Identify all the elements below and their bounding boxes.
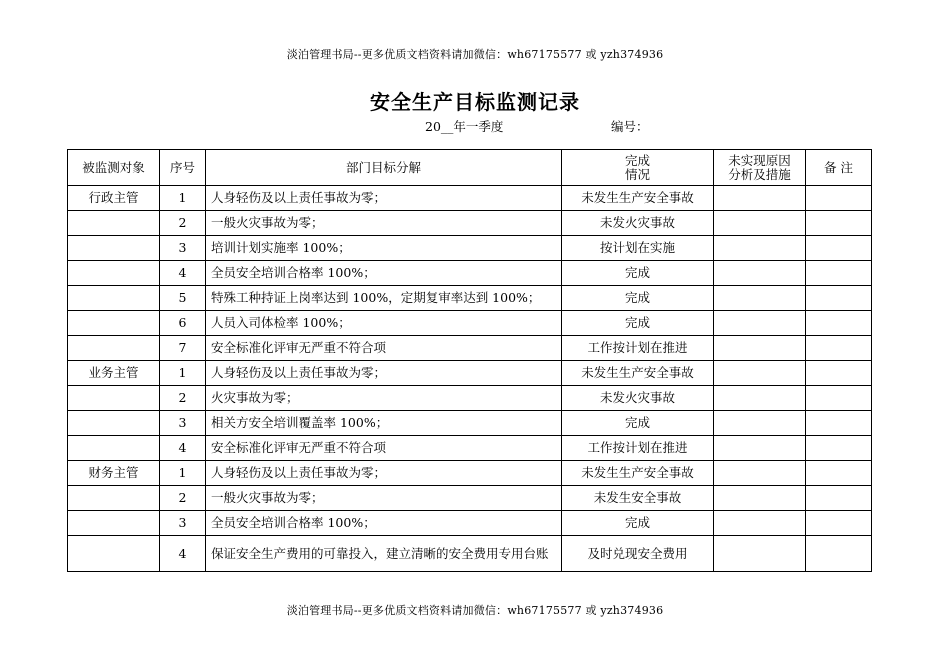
cell-status: 未发火灾事故 <box>562 211 714 236</box>
cell-target <box>68 286 160 311</box>
cell-target <box>68 511 160 536</box>
cell-status: 完成 <box>562 511 714 536</box>
col-header-status-line2: 情况 <box>624 166 650 182</box>
cell-seq: 1 <box>160 361 206 386</box>
cell-goal: 保证安全生产费用的可靠投入，建立清晰的安全费用专用台账 <box>206 536 562 572</box>
cell-goal: 人员入司体检率 100%； <box>206 311 562 336</box>
table-row <box>68 236 872 261</box>
cell-remark <box>806 511 872 536</box>
cell-remark <box>806 436 872 461</box>
cell-status: 未发生生产安全事故 <box>562 186 714 211</box>
cell-reason <box>714 336 806 361</box>
cell-status: 未发生生产安全事故 <box>562 361 714 386</box>
cell-goal: 人身轻伤及以上责任事故为零； <box>206 461 562 486</box>
cell-remark <box>806 261 872 286</box>
table-row <box>68 211 872 236</box>
col-header-remark: 备 注 <box>806 150 872 186</box>
col-header-seq: 序号 <box>160 150 206 186</box>
cell-status: 工作按计划在推进 <box>562 436 714 461</box>
cell-status: 按计划在实施 <box>562 236 714 261</box>
table-row <box>68 411 872 436</box>
cell-reason <box>714 436 806 461</box>
cell-target <box>68 536 160 572</box>
period-label: 20__年一季度 <box>425 119 504 134</box>
cell-goal: 全员安全培训合格率 100%； <box>206 261 562 286</box>
col-header-status-line1: 完成 <box>624 152 650 168</box>
monitoring-record-table <box>67 149 872 572</box>
cell-status: 未发生安全事故 <box>562 486 714 511</box>
cell-goal: 一般火灾事故为零； <box>206 486 562 511</box>
cell-reason <box>714 511 806 536</box>
table-row <box>68 286 872 311</box>
col-header-reason <box>714 150 806 186</box>
cell-status: 完成 <box>562 286 714 311</box>
cell-seq: 3 <box>160 511 206 536</box>
cell-goal: 培训计划实施率 100%； <box>206 236 562 261</box>
col-header-status <box>562 150 714 186</box>
cell-reason <box>714 286 806 311</box>
document-title: 安全生产目标监测记录 <box>370 90 580 114</box>
cell-remark <box>806 536 872 572</box>
cell-seq: 4 <box>160 536 206 572</box>
cell-reason <box>714 461 806 486</box>
cell-seq: 6 <box>160 311 206 336</box>
cell-status: 工作按计划在推进 <box>562 336 714 361</box>
cell-status: 未发生生产安全事故 <box>562 461 714 486</box>
cell-goal: 火灾事故为零； <box>206 386 562 411</box>
cell-target <box>68 211 160 236</box>
cell-remark <box>806 336 872 361</box>
cell-seq: 2 <box>160 211 206 236</box>
header-note: 淡泊管理书局--更多优质文档资料请加微信：wh67175577 或 yzh374936 <box>286 48 664 61</box>
cell-seq: 3 <box>160 411 206 436</box>
cell-goal: 特殊工种持证上岗率达到 100%，定期复审率达到 100%； <box>206 286 562 311</box>
cell-goal: 人身轻伤及以上责任事故为零； <box>206 186 562 211</box>
cell-target <box>68 436 160 461</box>
table-row <box>68 386 872 411</box>
table-row <box>68 486 872 511</box>
col-header-reason-line1: 未实现原因 <box>728 152 791 168</box>
cell-target <box>68 386 160 411</box>
cell-remark <box>806 411 872 436</box>
table-row <box>68 361 872 386</box>
cell-remark <box>806 236 872 261</box>
cell-remark <box>806 386 872 411</box>
subtitle-row <box>0 117 950 135</box>
footer-note: 淡泊管理书局--更多优质文档资料请加微信：wh67175577 或 yzh374936 <box>286 604 664 617</box>
cell-reason <box>714 411 806 436</box>
cell-target: 业务主管 <box>68 361 160 386</box>
cell-goal: 安全标准化评审无严重不符合项 <box>206 436 562 461</box>
cell-goal: 一般火灾事故为零； <box>206 211 562 236</box>
cell-seq: 2 <box>160 486 206 511</box>
table-header-row <box>68 150 872 186</box>
cell-reason <box>714 236 806 261</box>
cell-reason <box>714 386 806 411</box>
cell-status: 完成 <box>562 411 714 436</box>
cell-remark <box>806 286 872 311</box>
serial-number-label: 编号： <box>611 119 649 134</box>
cell-remark <box>806 361 872 386</box>
col-header-target: 被监测对象 <box>68 150 160 186</box>
cell-remark <box>806 486 872 511</box>
cell-target <box>68 486 160 511</box>
cell-seq: 4 <box>160 436 206 461</box>
cell-reason <box>714 186 806 211</box>
cell-seq: 2 <box>160 386 206 411</box>
cell-seq: 1 <box>160 186 206 211</box>
cell-status: 未发火灾事故 <box>562 386 714 411</box>
cell-seq: 7 <box>160 336 206 361</box>
cell-target <box>68 411 160 436</box>
cell-seq: 4 <box>160 261 206 286</box>
table-row <box>68 336 872 361</box>
table-row <box>68 536 872 572</box>
cell-remark <box>806 211 872 236</box>
cell-remark <box>806 311 872 336</box>
cell-target <box>68 336 160 361</box>
col-header-reason-line2: 分析及措施 <box>728 166 791 182</box>
cell-target: 财务主管 <box>68 461 160 486</box>
cell-seq: 5 <box>160 286 206 311</box>
cell-target: 行政主管 <box>68 186 160 211</box>
cell-remark <box>806 461 872 486</box>
cell-target <box>68 236 160 261</box>
cell-reason <box>714 311 806 336</box>
cell-reason <box>714 261 806 286</box>
cell-reason <box>714 211 806 236</box>
cell-goal: 相关方安全培训覆盖率 100%； <box>206 411 562 436</box>
cell-reason <box>714 361 806 386</box>
cell-remark <box>806 186 872 211</box>
table-row <box>68 511 872 536</box>
cell-goal: 全员安全培训合格率 100%； <box>206 511 562 536</box>
cell-reason <box>714 486 806 511</box>
table-row <box>68 311 872 336</box>
table-row <box>68 261 872 286</box>
table-row <box>68 186 872 211</box>
cell-goal: 人身轻伤及以上责任事故为零； <box>206 361 562 386</box>
cell-seq: 3 <box>160 236 206 261</box>
table-row <box>68 436 872 461</box>
cell-status: 完成 <box>562 261 714 286</box>
cell-seq: 1 <box>160 461 206 486</box>
cell-target <box>68 311 160 336</box>
cell-status: 完成 <box>562 311 714 336</box>
cell-status: 及时兑现安全费用 <box>562 536 714 572</box>
cell-goal: 安全标准化评审无严重不符合项 <box>206 336 562 361</box>
cell-reason <box>714 536 806 572</box>
cell-target <box>68 261 160 286</box>
table-row <box>68 461 872 486</box>
col-header-goal: 部门目标分解 <box>206 150 562 186</box>
